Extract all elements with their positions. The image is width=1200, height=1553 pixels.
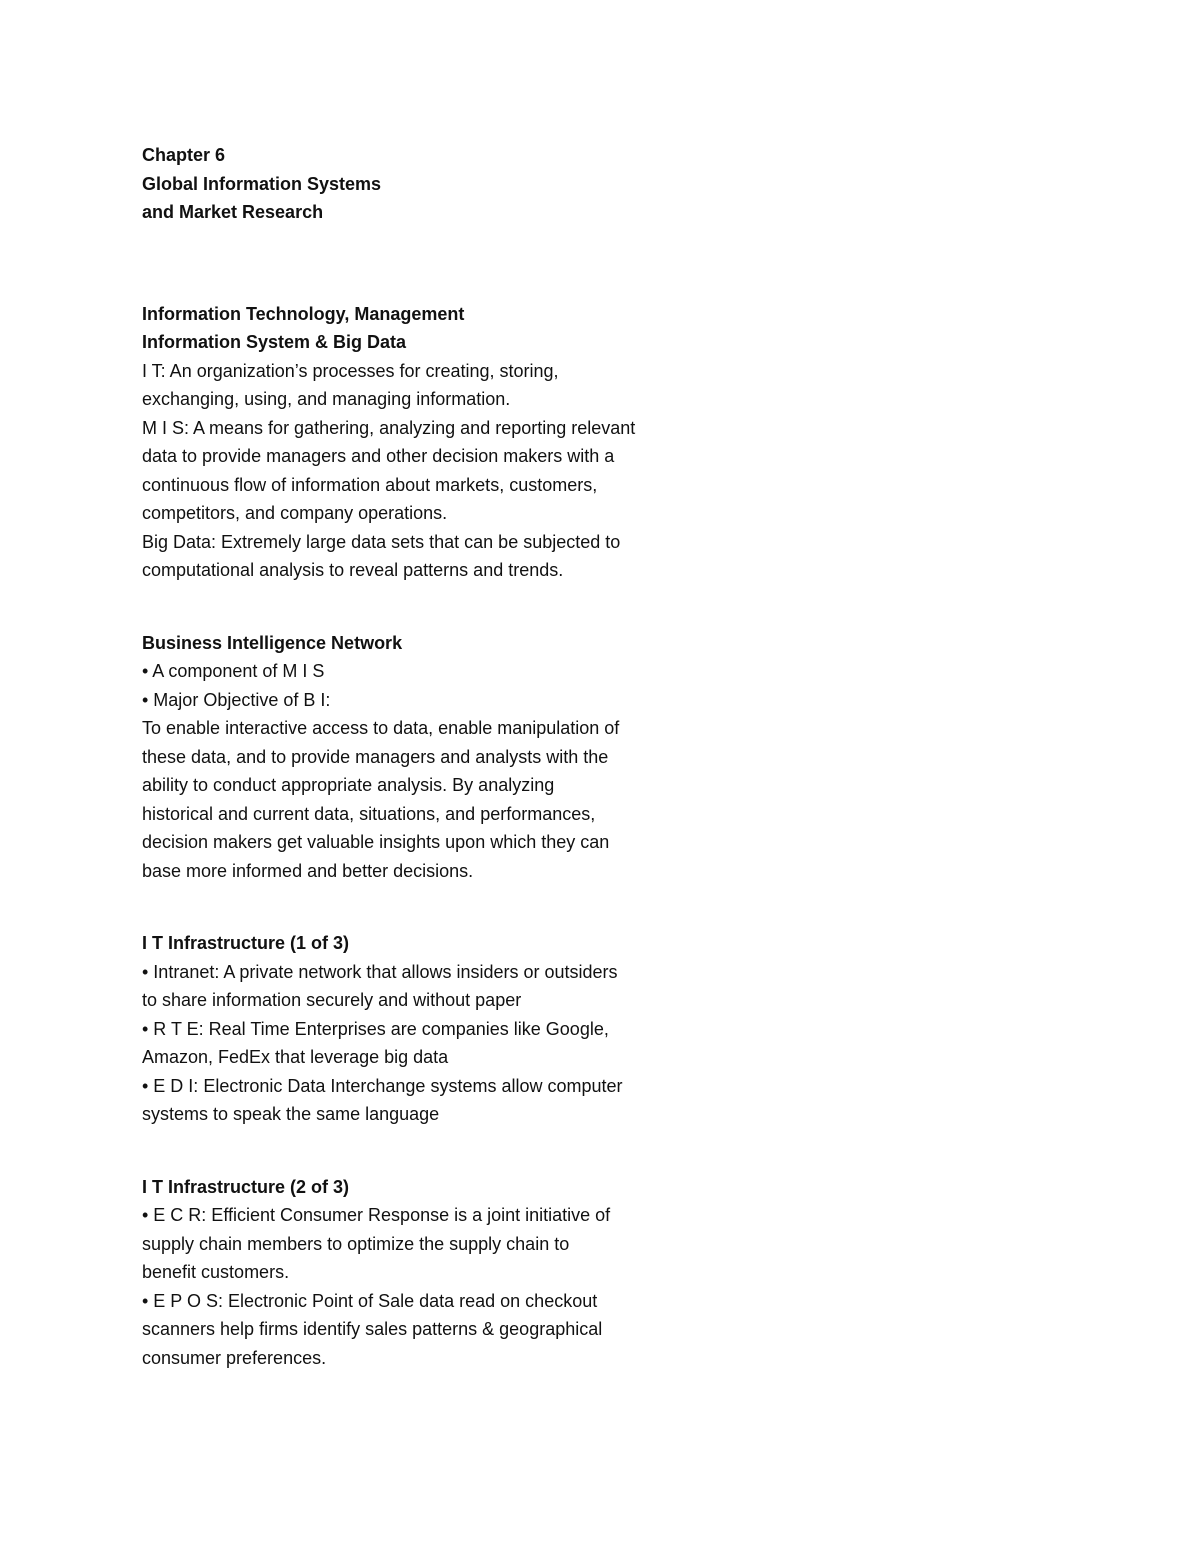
paragraph-line: computational analysis to reveal patterns and trends.	[142, 560, 564, 580]
section-heading: Information System & Big Data	[142, 332, 407, 352]
paragraph-line: base more informed and better decisions.	[142, 860, 474, 881]
paragraph-line: these data, and to provide managers and analysts with the	[142, 746, 609, 767]
section-heading: I T Infrastructure (2 of 3)	[142, 1176, 350, 1197]
section-heading: I T Infrastructure (1 of 3)	[142, 933, 350, 953]
section-heading: Information Technology, Management	[142, 303, 465, 324]
section-business-intelligence	[142, 629, 842, 886]
paragraph-line: M I S: A means for gathering, analyzing and reporting relevant	[142, 417, 636, 438]
paragraph-line: Amazon, FedEx that leverage big data	[142, 1047, 449, 1067]
bullet-item: • E C R: Efficient Consumer Response is a joint initiative of	[142, 1205, 611, 1225]
chapter-number: Chapter 6	[142, 145, 226, 165]
spacer	[142, 585, 842, 629]
section-it-mis-big-data	[142, 300, 842, 585]
spacer	[142, 1129, 842, 1173]
section-it-infrastructure-1	[142, 929, 842, 1129]
paragraph-line: scanners help firms identify sales patterns & geographical	[142, 1319, 603, 1339]
paragraph-line: I T: An organization’s processes for creating, storing,	[142, 360, 559, 381]
bullet-item: • E D I: Electronic Data Interchange systems allow computer	[142, 1075, 623, 1096]
paragraph-line: historical and current data, situations, and performances,	[142, 803, 596, 824]
paragraph-line: data to provide managers and other decision makers with a	[142, 446, 615, 466]
document-page	[142, 141, 842, 1372]
paragraph-line: decision makers get valuable insights upon which they can	[142, 832, 610, 852]
paragraph-line: ability to conduct appropriate analysis. By analyzing	[142, 775, 555, 795]
paragraph-line: Big Data: Extremely large data sets that can be subjected to	[142, 531, 621, 552]
bullet-item: • R T E: Real Time Enterprises are companies like Google,	[142, 1018, 609, 1039]
spacer	[142, 227, 842, 300]
paragraph-line: to share information securely and without paper	[142, 990, 522, 1010]
paragraph-line: competitors, and company operations.	[142, 503, 448, 523]
paragraph-line: supply chain members to optimize the supply chain to	[142, 1233, 570, 1254]
paragraph-line: exchanging, using, and managing information.	[142, 389, 511, 409]
section-heading: Business Intelligence Network	[142, 632, 403, 653]
paragraph-line: To enable interactive access to data, enable manipulation of	[142, 718, 620, 738]
paragraph-line: systems to speak the same language	[142, 1104, 440, 1124]
bullet-item: • Major Objective of B I:	[142, 689, 331, 710]
chapter-title-block	[142, 141, 842, 227]
paragraph-line: continuous flow of information about markets, customers,	[142, 474, 598, 495]
section-it-infrastructure-2	[142, 1173, 842, 1373]
bullet-item: • A component of M I S	[142, 661, 325, 681]
chapter-title-line-1: Global Information Systems	[142, 173, 382, 194]
bullet-item: • E P O S: Electronic Point of Sale data read on checkout	[142, 1290, 598, 1311]
paragraph-line: benefit customers.	[142, 1262, 290, 1282]
bullet-item: • Intranet: A private network that allows insiders or outsiders	[142, 961, 618, 982]
spacer	[142, 885, 842, 929]
paragraph-line: consumer preferences.	[142, 1347, 327, 1368]
chapter-title-line-2: and Market Research	[142, 202, 324, 222]
